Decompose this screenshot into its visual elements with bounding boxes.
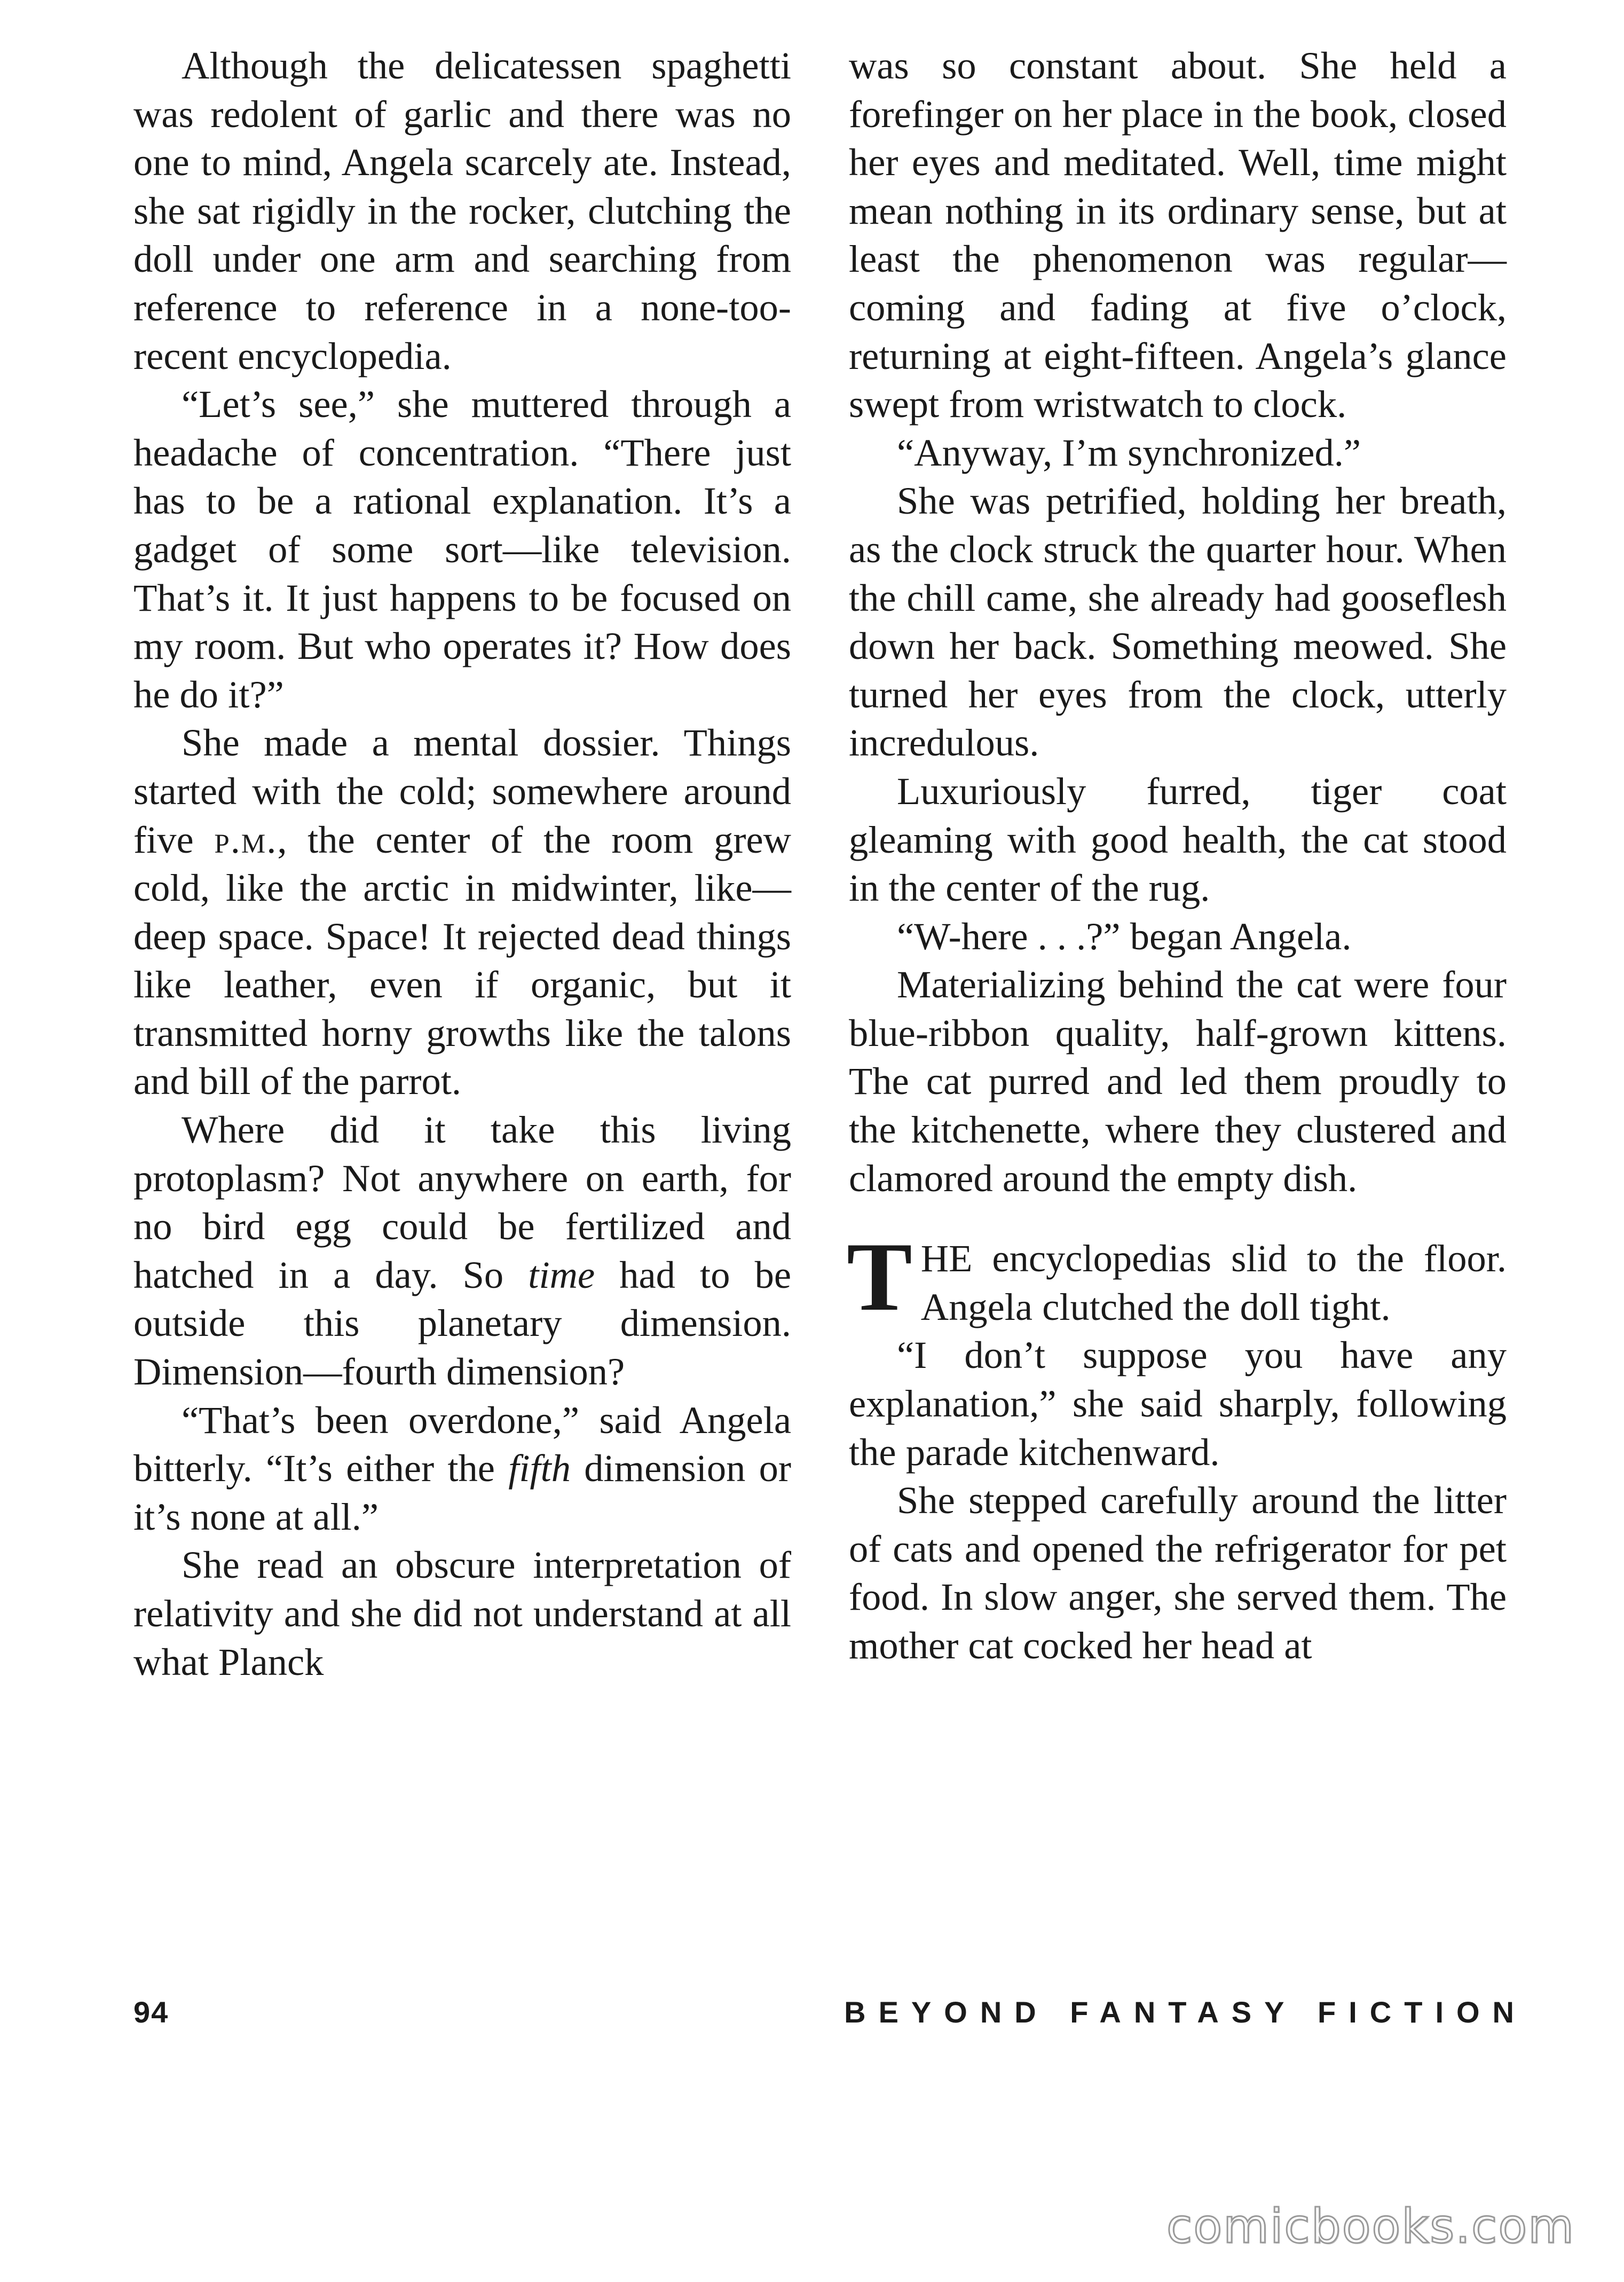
paragraph: “Let’s see,” she muttered through a headache of concentration. “There just has to be a rational explanation. It’s a gadget of some sort—like television. That’s it. It just happens to be focused on my room. But who operates it? How does he do it?”: [133, 382, 791, 716]
emphasis: time: [528, 1253, 595, 1296]
section-start-paragraph: THE encyclopedias slid to the floor. Angela clutched the doll tight.: [847, 1222, 1507, 1332]
paragraph: “I don’t suppose you have any explanation,” she said sharply, following the parade kitchenward.: [849, 1333, 1507, 1474]
paragraph: Luxuriously furred, tiger coat gleaming with good health, the cat stood in the center of the rug.: [849, 769, 1507, 910]
paragraph: She made a mental dossier. Things started with the cold; somewhere around five p.m., the center of the room grew cold, like the arctic in midwinter, like—deep space. Space! It rejected dead things like leather, even if organic, but it transmitted horny growths like the talons and bill of the parrot.: [133, 721, 791, 1103]
paragraph: Materializing behind the cat were four blue-ribbon quality, half-grown kittens. The cat purred and led them proudly to the kitchenette, where they clustered and clamored around the empty dish.: [849, 963, 1507, 1200]
time-abbreviation: p.m.: [214, 817, 278, 861]
paragraph: “Anyway, I’m synchronized.”: [897, 430, 1361, 474]
watermark: comicbooks.com: [1166, 2199, 1575, 2254]
paragraph: Where did it take this living protoplasm? Not anywhere on earth, for no bird egg could be fertilized and hatched in a day. So time had to be outside this planetary dimension. Dimension—fourth dimension?: [133, 1108, 791, 1394]
paragraph: “That’s been overdone,” said Angela bitterly. “It’s either the fifth dimension or it’s none at all.”: [133, 1398, 791, 1538]
page-number: 94: [133, 1995, 169, 2029]
paragraph: She was petrified, holding her breath, as the clock struck the quarter hour. When the chill came, she already had gooseflesh down her back. Something meowed. She turned her eyes from the clock, utterly incredulous.: [849, 479, 1507, 765]
drop-cap: T: [847, 1222, 912, 1332]
left-column: [133, 42, 791, 1686]
paragraph: She read an obscure interpretation of relativity and she did not understand at all what Planck: [133, 1543, 791, 1683]
paragraph: “W-here . . .?” began Angela.: [897, 914, 1352, 958]
emphasis: fifth: [508, 1446, 571, 1490]
paragraph: She stepped carefully around the litter of cats and opened the refrigerator for pet food. In slow anger, she served them. The mother cat cocked her head at: [849, 1478, 1507, 1667]
right-column: [849, 42, 1507, 1670]
running-title: BEYOND FANTASY FICTION: [844, 1995, 1527, 2029]
paragraph: Although the delicatessen spaghetti was redolent of garlic and there was no one to mind, Angela scarcely ate. Instead, she sat rigidly in the rocker, clutching the doll under one arm and searching from reference to reference in a none-too-recent encyclopedia.: [133, 44, 791, 377]
paragraph: was so constant about. She held a forefinger on her place in the book, closed her eyes and meditated. Well, time might mean nothing in its ordinary sense, but at least the phenomenon was regular—coming and fading at five o’clock, returning at eight-fifteen. Angela’s glance swept from wristwatch to clock.: [849, 44, 1507, 426]
page-footer: [133, 1995, 1527, 2037]
